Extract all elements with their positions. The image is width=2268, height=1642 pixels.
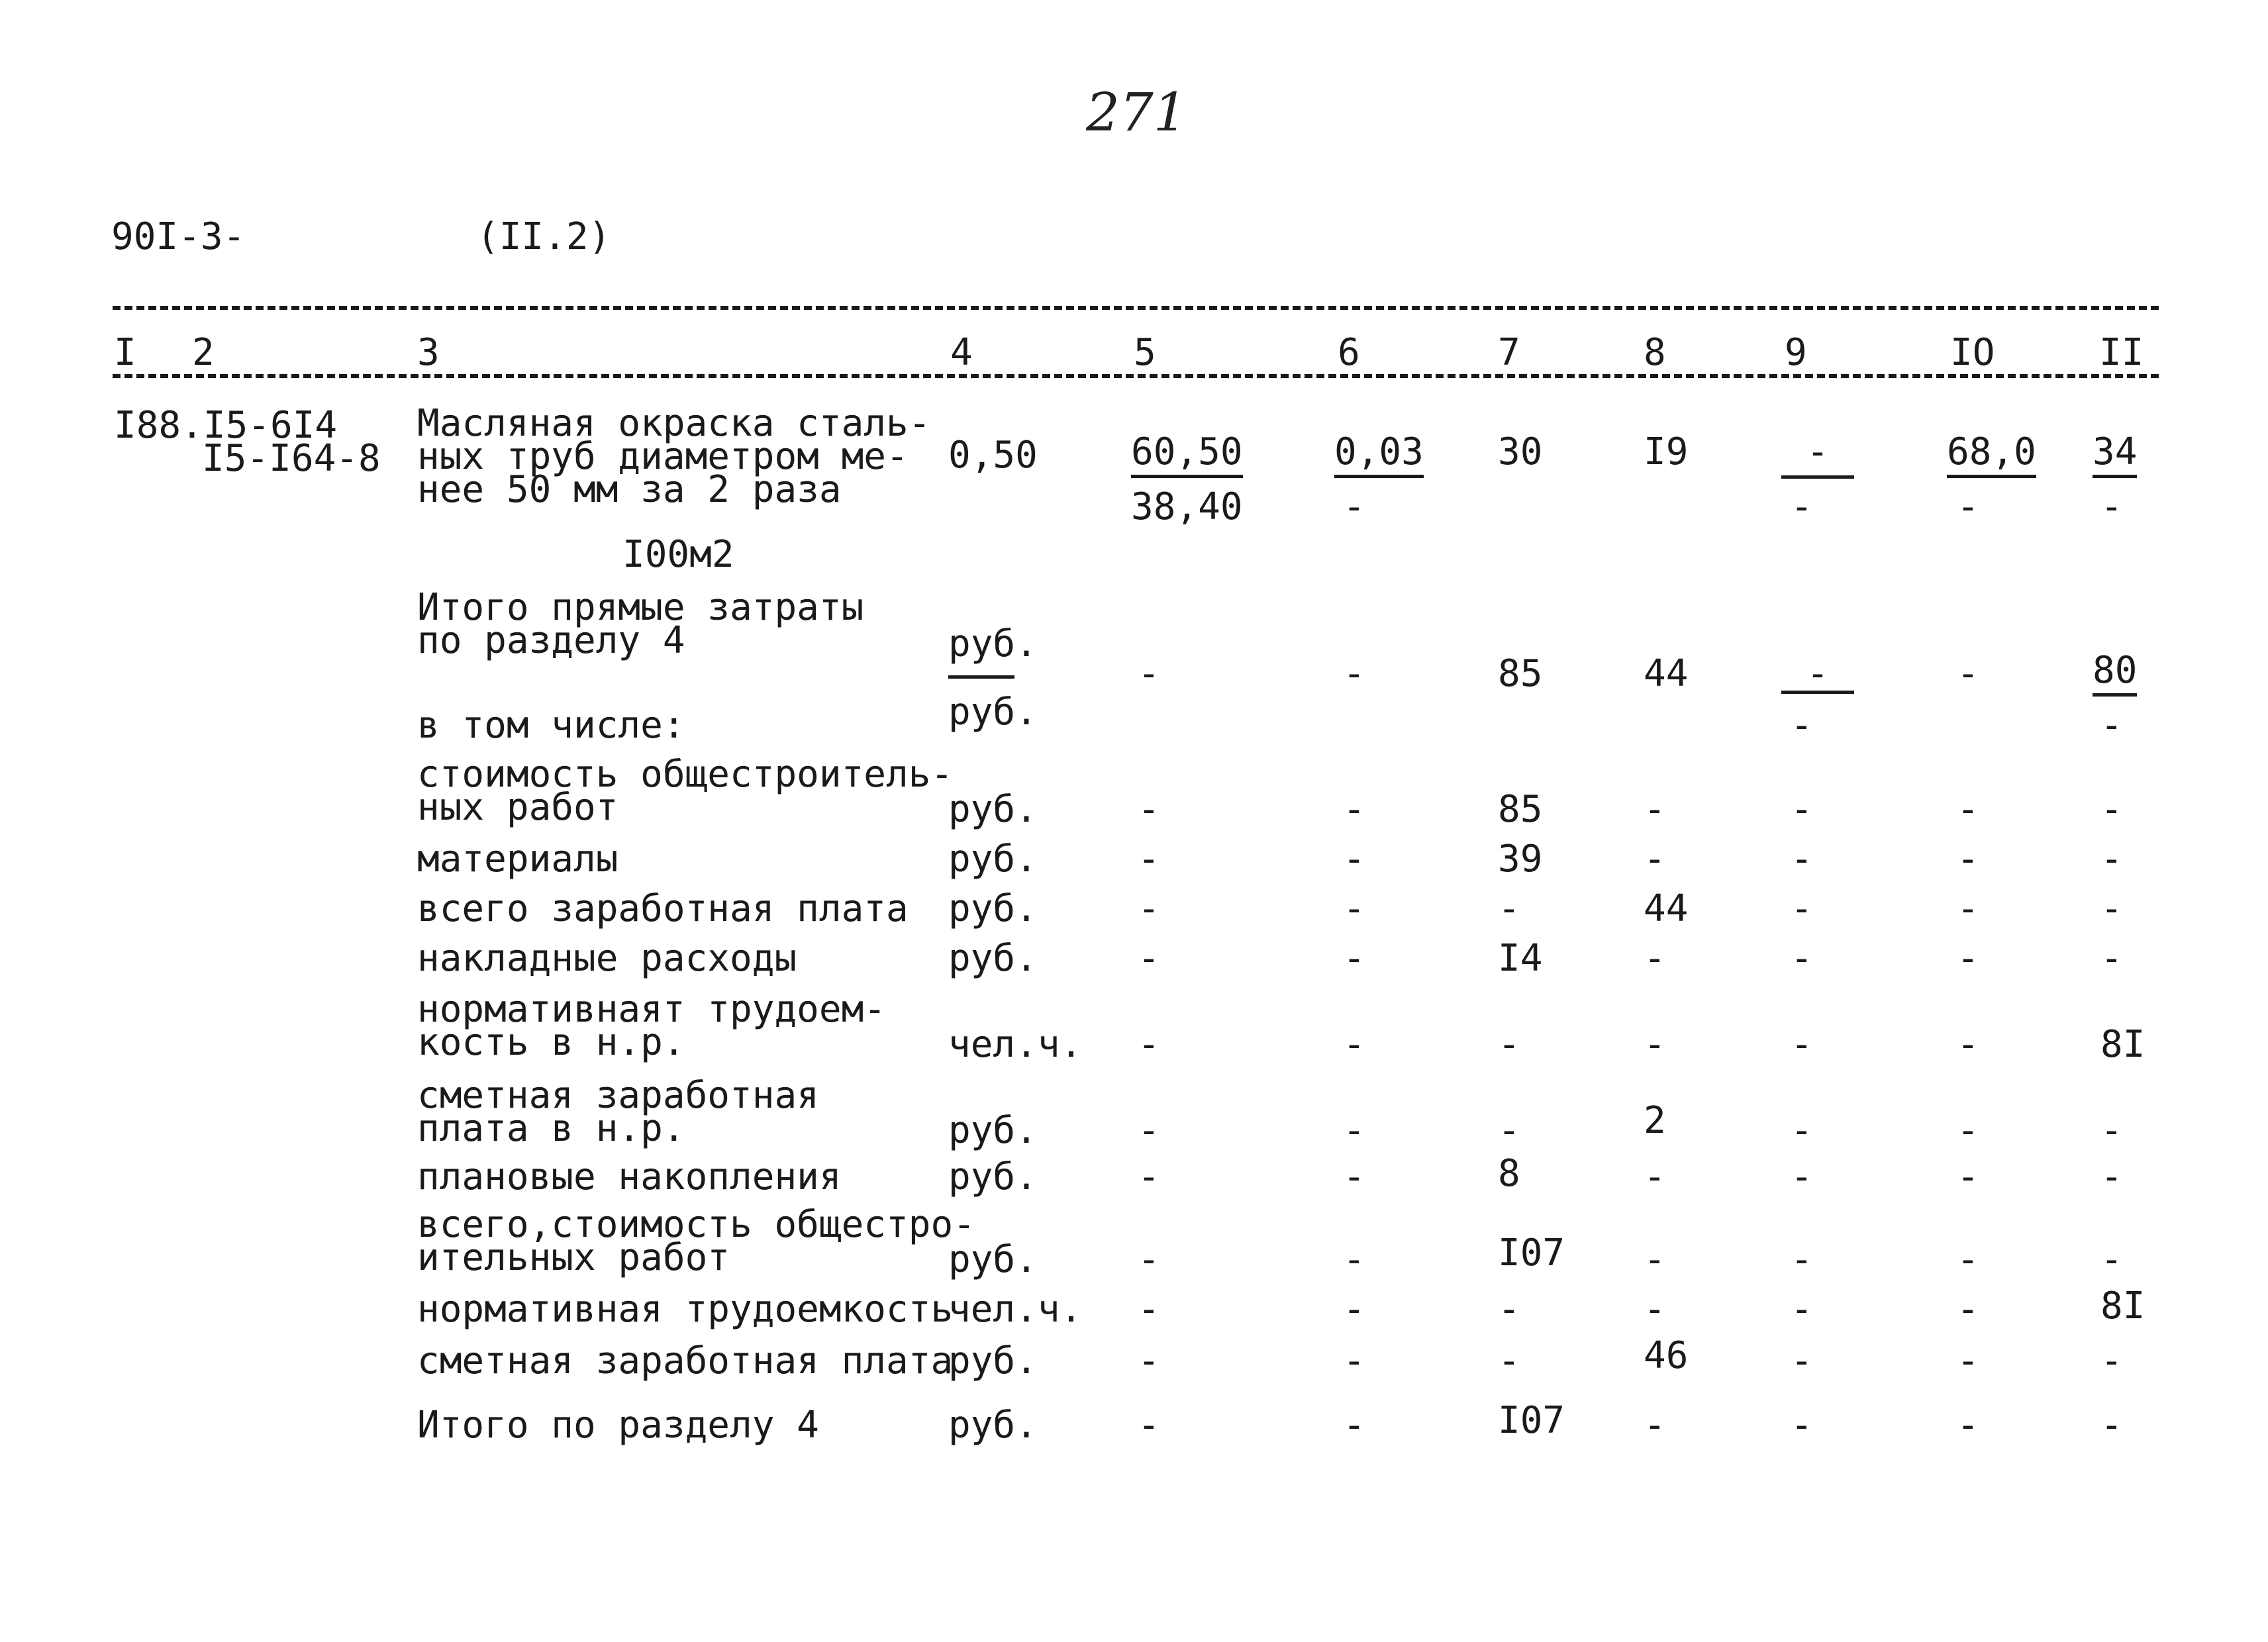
breakdown-unit: руб.	[948, 1109, 1038, 1152]
breakdown-col8: 46	[1644, 1334, 1689, 1377]
col-header-1: I	[114, 331, 136, 374]
doc-code: 90I-3-	[111, 215, 246, 258]
breakdown-col8: 2	[1644, 1099, 1666, 1142]
breakdown-unit: руб.	[948, 887, 1038, 930]
breakdown-col10: -	[1957, 838, 1979, 881]
col-header-3: 3	[417, 331, 440, 374]
breakdown-col7: 8	[1498, 1152, 1520, 1195]
breakdown-col8: 44	[1644, 887, 1689, 930]
item-col11-top: 34	[2093, 430, 2137, 478]
breakdown-col8: -	[1644, 1238, 1666, 1281]
section-total-label: Итого по разделу 4	[417, 1404, 819, 1447]
item-col4: 0,50	[948, 434, 1038, 477]
direct-col11-bottom: -	[2100, 704, 2123, 747]
breakdown-col8: -	[1644, 937, 1666, 980]
col-header-6: 6	[1338, 331, 1360, 374]
item-unit: I00м2	[622, 533, 734, 576]
breakdown-col8: -	[1644, 1155, 1666, 1198]
item-code-line2: I5-I64-8	[202, 437, 381, 480]
direct-col9-top: -	[1806, 652, 1829, 695]
breakdown-col11: -	[2100, 937, 2123, 980]
breakdown-col5: -	[1138, 788, 1160, 831]
col-header-5: 5	[1134, 331, 1156, 374]
item-col5-top: 60,50	[1131, 430, 1243, 478]
breakdown-label: всего,стоимость общестро- ительных работ	[417, 1203, 975, 1279]
including-label: в том числе:	[417, 704, 685, 747]
breakdown-col5: -	[1138, 1155, 1160, 1198]
breakdown-label: сметная заработная плата	[417, 1339, 954, 1382]
breakdown-col6: -	[1343, 937, 1365, 980]
col-header-9: 9	[1785, 331, 1807, 374]
direct-col9-underline	[1781, 691, 1854, 694]
breakdown-col11: -	[2100, 1155, 2123, 1198]
breakdown-col7: 39	[1498, 838, 1543, 881]
direct-col10: -	[1957, 652, 1979, 695]
direct-unit-fraction-bar	[948, 675, 1014, 679]
breakdown-col11: -	[2100, 838, 2123, 881]
breakdown-unit: руб.	[948, 937, 1038, 980]
breakdown-col6: -	[1343, 788, 1365, 831]
breakdown-col9: -	[1791, 1238, 1813, 1281]
item-col10-top: 68,0	[1947, 430, 2036, 478]
breakdown-unit: руб.	[948, 838, 1038, 881]
breakdown-col9: -	[1791, 1109, 1813, 1152]
breakdown-col9: -	[1791, 1023, 1813, 1066]
breakdown-col6: -	[1343, 838, 1365, 881]
direct-col8: 44	[1644, 652, 1689, 695]
breakdown-col10: -	[1957, 887, 1979, 930]
direct-costs-label: Итого прямые затраты по разделу 4	[417, 586, 864, 662]
breakdown-col9: -	[1791, 887, 1813, 930]
breakdown-col5: -	[1138, 1109, 1160, 1152]
item-col9-bottom: -	[1791, 485, 1813, 528]
breakdown-col6: -	[1343, 1109, 1365, 1152]
breakdown-col7: -	[1498, 1109, 1520, 1152]
breakdown-col5: -	[1138, 838, 1160, 881]
section-total-col11: -	[2100, 1404, 2123, 1447]
breakdown-col7: -	[1498, 887, 1520, 930]
item-code-line1: I88.I5-6I4	[114, 404, 338, 447]
breakdown-unit: руб.	[948, 1155, 1038, 1198]
breakdown-label: накладные расходы	[417, 937, 797, 980]
breakdown-col5: -	[1138, 887, 1160, 930]
direct-col5: -	[1138, 652, 1160, 695]
breakdown-label: сметная заработная плата в н.р.	[417, 1074, 819, 1150]
breakdown-col10: -	[1957, 1023, 1979, 1066]
direct-unit-bottom: руб.	[948, 691, 1038, 734]
breakdown-col10: -	[1957, 1288, 1979, 1331]
item-description: Масляная окраска сталь- ных труб диаметром ме- нее 50 мм за 2 раза	[417, 402, 931, 511]
table-header-rule	[113, 374, 2159, 378]
breakdown-unit: чел.ч.	[948, 1023, 1083, 1066]
section-total-col9: -	[1791, 1404, 1813, 1447]
direct-col7: 85	[1498, 652, 1543, 695]
breakdown-col11: -	[2100, 1109, 2123, 1152]
breakdown-col9: -	[1791, 1339, 1813, 1382]
breakdown-col8: -	[1644, 1023, 1666, 1066]
breakdown-col7: -	[1498, 1023, 1520, 1066]
breakdown-col7: -	[1498, 1339, 1520, 1382]
section-total-unit: руб.	[948, 1404, 1038, 1447]
breakdown-col10: -	[1957, 937, 1979, 980]
breakdown-col8: -	[1644, 788, 1666, 831]
section-total-col8: -	[1644, 1404, 1666, 1447]
breakdown-col5: -	[1138, 1339, 1160, 1382]
breakdown-unit: чел.ч.	[948, 1288, 1083, 1331]
breakdown-col6: -	[1343, 887, 1365, 930]
breakdown-col9: -	[1791, 838, 1813, 881]
breakdown-col6: -	[1343, 1023, 1365, 1066]
breakdown-unit: руб.	[948, 788, 1038, 831]
breakdown-col8: -	[1644, 1288, 1666, 1331]
breakdown-col7: 85	[1498, 788, 1543, 831]
table-top-rule	[113, 306, 2159, 310]
breakdown-col7: I07	[1498, 1232, 1565, 1275]
item-col8: I9	[1644, 430, 1689, 473]
section-total-col10: -	[1957, 1404, 1979, 1447]
section-total-col7: I07	[1498, 1399, 1565, 1442]
item-col10-bottom: -	[1957, 485, 1979, 528]
section-code: (II.2)	[477, 215, 611, 258]
col-header-7: 7	[1498, 331, 1520, 374]
breakdown-label: нормативнаят трудоем- кость в н.р.	[417, 988, 887, 1064]
item-col9-underline	[1781, 475, 1854, 479]
col-header-2: 2	[192, 331, 215, 374]
breakdown-col5: -	[1138, 937, 1160, 980]
breakdown-col9: -	[1791, 1288, 1813, 1331]
breakdown-col10: -	[1957, 1109, 1979, 1152]
direct-col6: -	[1343, 652, 1365, 695]
breakdown-col11: -	[2100, 887, 2123, 930]
breakdown-col10: -	[1957, 1238, 1979, 1281]
breakdown-label: нормативная трудоемкость	[417, 1288, 954, 1331]
section-total-col6: -	[1343, 1404, 1365, 1447]
breakdown-col11: 8I	[2100, 1023, 2145, 1066]
breakdown-col10: -	[1957, 788, 1979, 831]
item-col6-bottom: -	[1343, 485, 1365, 528]
col-header-4: 4	[950, 331, 973, 374]
breakdown-col5: -	[1138, 1288, 1160, 1331]
breakdown-col7: I4	[1498, 937, 1543, 980]
breakdown-label: всего заработная плата	[417, 887, 909, 930]
breakdown-label: материалы	[417, 838, 618, 881]
direct-unit-top: руб.	[948, 622, 1038, 665]
breakdown-col6: -	[1343, 1339, 1365, 1382]
breakdown-col8: -	[1644, 838, 1666, 881]
section-total-col5: -	[1138, 1404, 1160, 1447]
page-number: 271	[1086, 81, 1187, 143]
item-col5-bottom: 38,40	[1131, 485, 1243, 528]
breakdown-col6: -	[1343, 1238, 1365, 1281]
breakdown-label: плановые накопления	[417, 1155, 842, 1198]
direct-col9-bottom: -	[1791, 704, 1813, 747]
breakdown-unit: руб.	[948, 1238, 1038, 1281]
breakdown-unit: руб.	[948, 1339, 1038, 1382]
breakdown-col6: -	[1343, 1288, 1365, 1331]
item-col6-top: 0,03	[1334, 430, 1424, 478]
breakdown-col5: -	[1138, 1023, 1160, 1066]
breakdown-col11: 8I	[2100, 1284, 2145, 1328]
col-header-10: IO	[1950, 331, 1995, 374]
col-header-8: 8	[1644, 331, 1666, 374]
breakdown-col6: -	[1343, 1155, 1365, 1198]
col-header-11: II	[2099, 331, 2144, 374]
breakdown-col7: -	[1498, 1288, 1520, 1331]
breakdown-col11: -	[2100, 1339, 2123, 1382]
breakdown-col5: -	[1138, 1238, 1160, 1281]
item-col7: 30	[1498, 430, 1543, 473]
item-col9-top: -	[1806, 430, 1829, 473]
breakdown-col11: -	[2100, 1238, 2123, 1281]
breakdown-col10: -	[1957, 1339, 1979, 1382]
direct-col11-top: 80	[2093, 649, 2137, 697]
breakdown-label: стоимость общестроитель- ных работ	[417, 753, 954, 829]
breakdown-col9: -	[1791, 937, 1813, 980]
breakdown-col9: -	[1791, 1155, 1813, 1198]
breakdown-col11: -	[2100, 788, 2123, 831]
breakdown-col10: -	[1957, 1155, 1979, 1198]
breakdown-col9: -	[1791, 788, 1813, 831]
item-col11-bottom: -	[2100, 485, 2123, 528]
